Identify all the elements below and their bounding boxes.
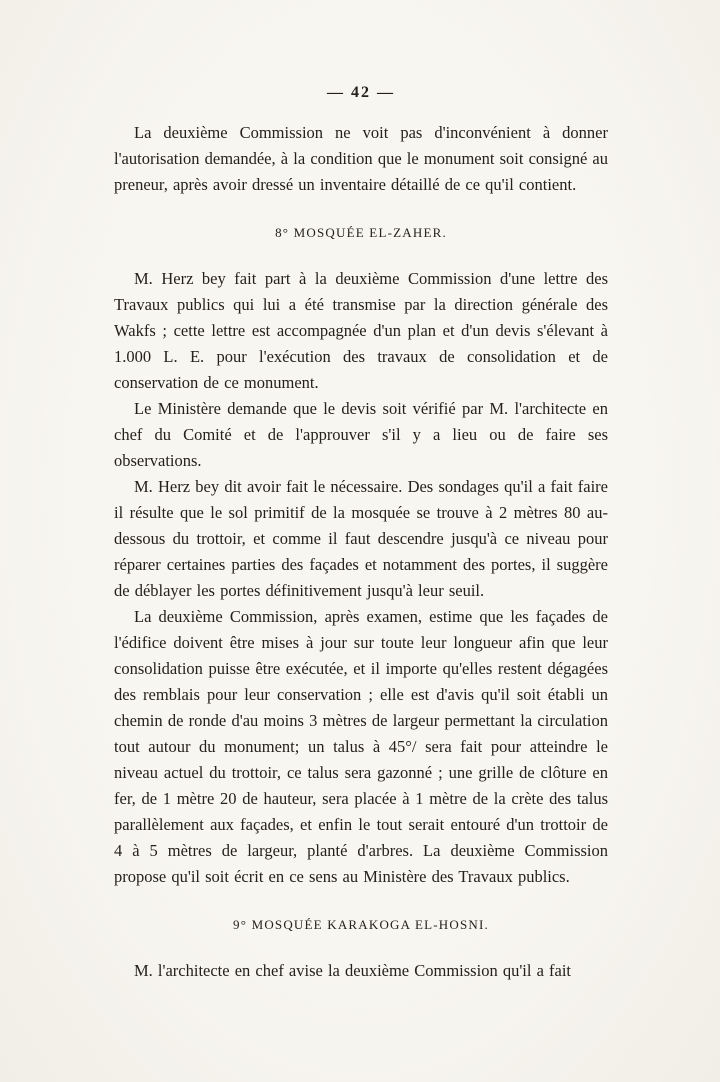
section-heading-mosquee-karakoga: 9° MOSQUÉE KARAKOGA EL-HOSNI.	[233, 917, 489, 932]
paragraph-intro: La deuxième Commission ne voit pas d'inconvénient à donner l'autorisation demandée, à la condition que le monument soit consigné au preneur, après avoir dressé un inventaire détaillé de ce qu'il contient.	[114, 123, 608, 194]
page-number: — 42 —	[327, 84, 395, 101]
paragraph-architecte: M. l'architecte en chef avise la deuxième Commission qu'il a fait	[134, 961, 572, 980]
paragraph-herz-lettre: M. Herz bey fait part à la deuxième Commission d'une lettre des Travaux publics qui lui a été transmise par la direction générale des Wakfs ; cette lettre est accompagnée d'un plan et d'un devis s'élevant à 1.000 L. E. pour l'exécution des travaux de consolidation et de conservation de ce monument.	[114, 269, 608, 392]
paragraph-herz-sondages: M. Herz bey dit avoir fait le nécessaire. Des sondages qu'il a fait faire il résulte que le sol primitif de la mosquée se trouve à 2 mètres 80 au-dessous du trottoir, et comme il faut descendre jusqu'à ce niveau pour réparer certaines parties des façades et notamment des portes, il suggère de déblayer les portes définitivement jusqu'à leur seuil.	[114, 477, 608, 600]
paragraph-ministere: Le Ministère demande que le devis soit vérifié par M. l'architecte en chef du Comité et de l'approuver s'il y a lieu ou de faire ses observations.	[114, 399, 608, 470]
paragraph-commission-avis: La deuxième Commission, après examen, estime que les façades de l'édifice doivent être mises à jour sur toute leur longueur afin que leur consolidation puisse être exécutée, et il importe qu'elles restent dégagées des remblais pour leur conservation ; elle est d'avis qu'il soit établi un chemin de ronde d'au moins 3 mètres de largeur permettant la circulation tout autour du monument; un talus à 45°/ sera fait pour atteindre le niveau actuel du trottoir, ce talus sera gazonné ; une grille de clôture en fer, de 1 mètre 20 de hauteur, sera placée à 1 mètre de la crète des talus parallèlement aux façades, et enfin le tout serait entouré d'un trottoir de 4 à 5 mètres de largeur, planté d'arbres. La deuxième Commission propose qu'il soit écrit en ce sens au Ministère des Travaux publics.	[114, 607, 608, 886]
section-heading-mosquee-el-zaher: 8° MOSQUÉE EL-ZAHER.	[275, 225, 447, 240]
